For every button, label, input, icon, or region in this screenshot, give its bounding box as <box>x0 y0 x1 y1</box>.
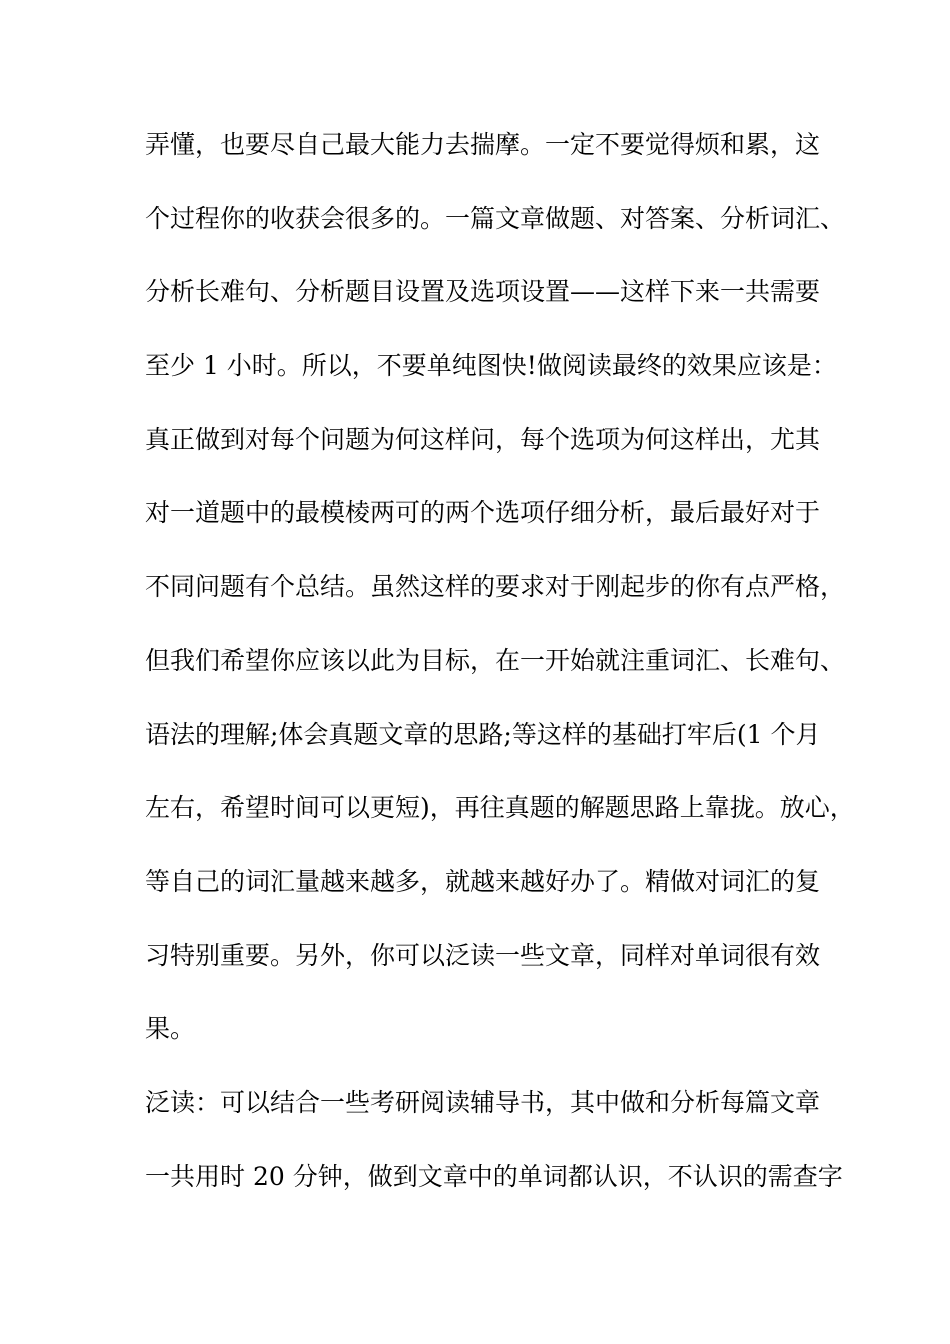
text-line: 分析长难句、分析题目设置及选项设置——这样下来一共需要 <box>145 277 821 307</box>
text-line: 果。 <box>145 1014 196 1044</box>
body-text <box>145 130 855 1237</box>
text-line: 一共用时 20 分钟，做到文章中的单词都认识，不认识的需查字 <box>145 1161 843 1191</box>
text-line: 不同问题有个总结。虽然这样的要求对于刚起步的你有点严格， <box>145 572 846 602</box>
text-line: 弄懂，也要尽自己最大能力去揣摩。一定不要觉得烦和累，这 <box>145 130 821 159</box>
text-line: 个过程你的收获会很多的。一篇文章做题、对答案、分析词汇、 <box>145 203 846 233</box>
text-line: 但我们希望你应该以此为目标，在一开始就注重词汇、长难句、 <box>145 645 846 675</box>
text-line: 真正做到对每个问题为何这样问，每个选项为何这样出，尤其 <box>145 424 821 454</box>
text-line: 习特别重要。另外，你可以泛读一些文章，同样对单词很有效 <box>145 940 821 970</box>
text-line: 左右，希望时间可以更短)，再往真题的解题思路上靠拢。放心， <box>145 793 855 823</box>
text-line: 对一道题中的最模棱两可的两个选项仔细分析，最后最好对于 <box>145 498 821 528</box>
text-line: 至少 1 小时。所以，不要单纯图快!做阅读最终的效果应该是： <box>145 351 837 381</box>
text-line: 语法的理解;体会真题文章的思路;等这样的基础打牢后(1 个月 <box>145 719 821 749</box>
text-line: 等自己的词汇量越来越多，就越来越好办了。精做对词汇的复 <box>145 866 821 896</box>
text-line: 泛读：可以结合一些考研阅读辅导书，其中做和分析每篇文章 <box>145 1087 821 1117</box>
